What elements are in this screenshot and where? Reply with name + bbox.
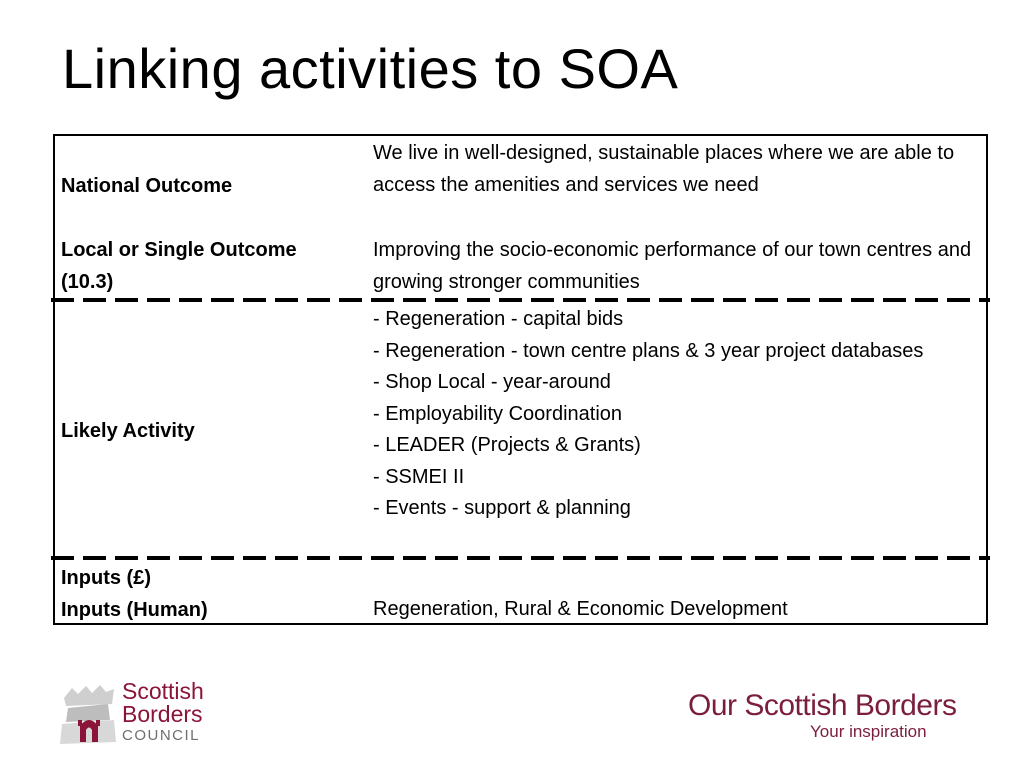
local-outcome-label-line1: Local or Single Outcome — [61, 239, 297, 261]
dashed-divider — [51, 556, 990, 560]
likely-activity-row — [55, 304, 986, 554]
brand-name: Our Scottish Borders — [688, 689, 957, 722]
soa-table — [53, 134, 988, 625]
local-outcome-label-line2: (10.3) — [61, 271, 114, 293]
local-outcome-value: Improving the socio-economic performance of our town centres and growing stronger communities — [373, 239, 972, 293]
slide-title: Linking activities to SOA — [62, 37, 679, 100]
likely-activity-list — [373, 304, 978, 525]
national-outcome-label: National Outcome — [61, 175, 233, 197]
scottish-borders-council-logo — [58, 680, 228, 750]
council-wordmark — [122, 680, 232, 745]
activity-item: - Events - support & planning — [373, 497, 631, 519]
activity-item: - Employability Coordination — [373, 402, 623, 425]
dashed-divider — [51, 298, 990, 302]
inputs-money-row — [55, 562, 986, 594]
activity-item: - Regeneration - town centre plans & 3 year project databases — [373, 339, 924, 362]
activity-item: - Regeneration - capital bids — [373, 308, 624, 330]
inputs-money-label: Inputs (£) — [61, 567, 151, 589]
national-outcome-value: We live in well-designed, sustainable places where we are able to access the amenities and services we need — [373, 142, 955, 196]
activity-item: - SSMEI II — [373, 465, 465, 488]
national-outcome-row — [55, 138, 986, 234]
activity-item: - Shop Local - year-around — [373, 371, 611, 393]
our-scottish-borders-logo — [688, 690, 968, 745]
council-word-borders: Borders — [122, 701, 203, 727]
inputs-human-label: Inputs (Human) — [61, 599, 208, 621]
brand-tagline: Your inspiration — [810, 722, 927, 741]
inputs-human-value: Regeneration, Rural & Economic Development — [373, 598, 788, 620]
council-word-council: COUNCIL — [122, 727, 201, 744]
council-word-scottish: Scottish — [122, 678, 204, 704]
castle-crest-icon — [58, 680, 120, 750]
activity-item: - LEADER (Projects & Grants) — [373, 434, 641, 456]
inputs-human-row — [55, 594, 986, 626]
local-outcome-row — [55, 234, 986, 298]
local-outcome-label — [61, 234, 366, 298]
likely-activity-label: Likely Activity — [61, 420, 195, 442]
